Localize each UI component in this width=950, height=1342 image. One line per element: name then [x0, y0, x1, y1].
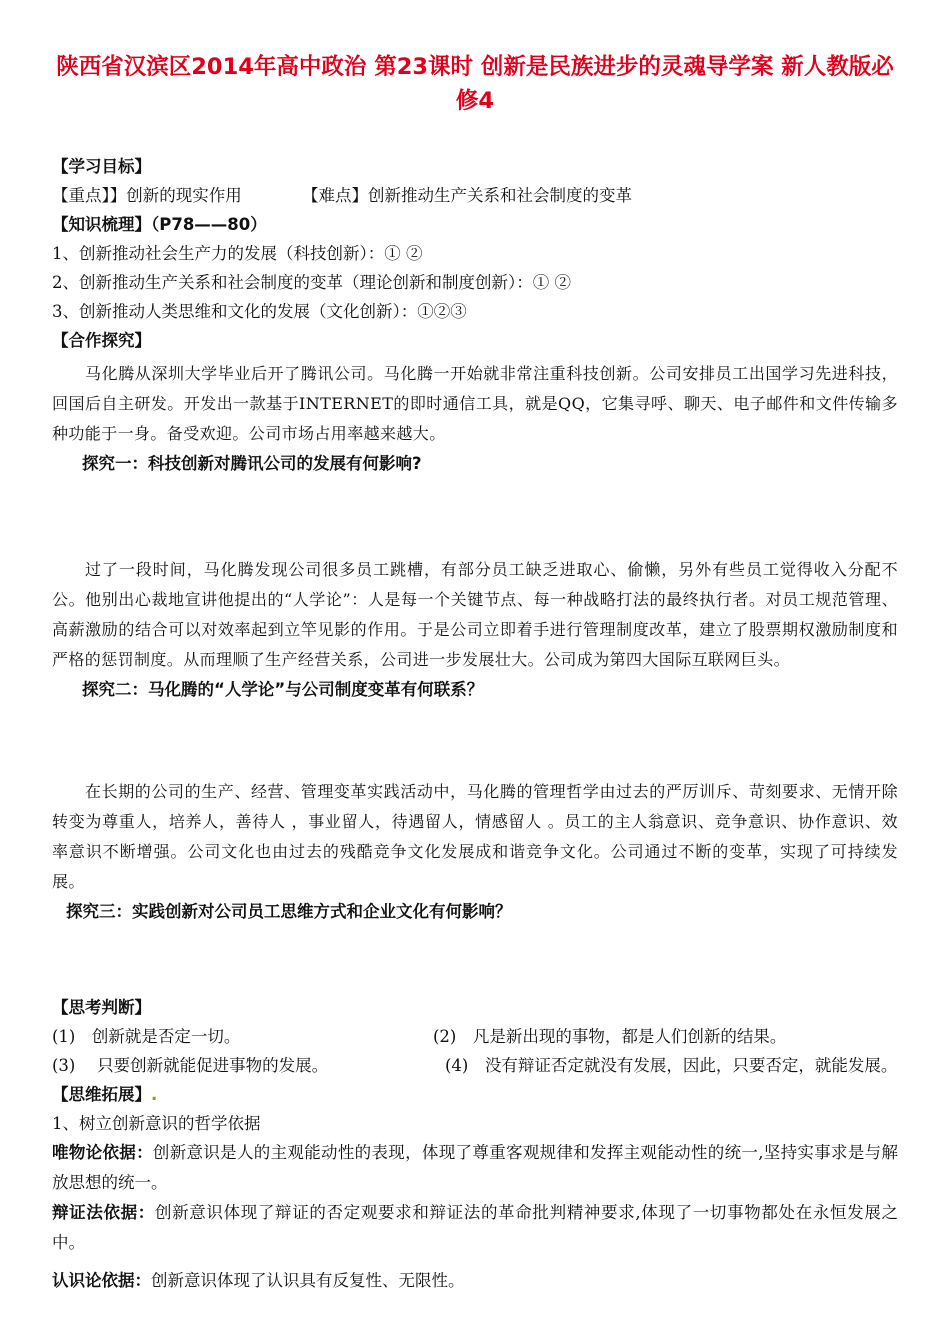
epistemology-label: 认识论依据：	[52, 1271, 151, 1290]
extension-mark: .	[151, 1085, 158, 1104]
extension-item-1: 1、树立创新意识的哲学依据	[52, 1114, 261, 1133]
goals-heading: 【学习目标】	[52, 157, 151, 176]
extension-heading	[52, 1080, 898, 1109]
knowledge-item-2: 2、创新推动生产关系和社会制度的变革（理论创新和制度创新）：① ②	[52, 273, 571, 292]
judge-heading: 【思考判断】	[52, 998, 151, 1017]
materialism-basis	[52, 1138, 898, 1198]
inquiry-question-1: 探究一：科技创新对腾讯公司的发展有何影响?	[82, 454, 422, 473]
inquiry-question-3: 探究三：实践创新对公司员工思维方式和企业文化有何影响？	[66, 902, 512, 921]
answer-space-3	[52, 927, 898, 993]
dialectics-text: 创新意识体现了辩证的否定观要求和辩证法的革命批判精神要求,体现了一切事物都处在永恒发展之中。	[52, 1203, 898, 1252]
judge-item-1: (1) 创新就是否定一切。	[52, 1027, 241, 1046]
goals-row	[52, 181, 898, 210]
materialism-label: 唯物论依据：	[52, 1143, 153, 1162]
judge-item-3: (3) 只要创新就能促进事物的发展。	[52, 1056, 329, 1075]
judge-item-4: (4) 没有辩证否定就没有发展，因此，只要否定，就能发展。	[445, 1056, 898, 1075]
knowledge-item-3: 3、创新推动人类思维和文化的发展（文化创新）：①②③	[52, 302, 467, 321]
difficulty-point: 【难点】创新推动生产关系和社会制度的变革	[302, 186, 632, 205]
document-title: 陕西省汉滨区2014年高中政治 第23课时 创新是民族进步的灵魂导学案 新人教版必修4	[56, 54, 894, 114]
extension-heading-text: 【思维拓展】	[52, 1085, 151, 1104]
coop-paragraph-2: 过了一段时间，马化腾发现公司很多员工跳槽，有部分员工缺乏进取心、偷懒，另外有些员工觉得收入分配不公。他别出心裁地宣讲他提出的“人学论”：人是每一个关键节点、每一种战略打法的最终执行者。对员工规范管理、高薪激励的结合可以对效率起到立竿见影的作用。于是公司立即着手进行管理制度改革，建立了股票期权激励制度和严格的惩罚制度。从而理顺了生产经营关系，公司进一步发展壮大。公司成为第四大国际互联网巨头。	[52, 560, 898, 669]
answer-space-1	[52, 479, 898, 555]
materialism-text: 创新意识是人的主观能动性的表现，体现了尊重客观规律和发挥主观能动性的统一,坚持实事求是与解放思想的统一。	[52, 1143, 898, 1192]
focus-point: 【重点】】创新的现实作用	[52, 186, 242, 205]
dialectics-basis	[52, 1198, 898, 1258]
knowledge-heading: 【知识梳理】（P78——80）	[52, 215, 267, 234]
epistemology-text: 创新意识体现了认识具有反复性、无限性。	[151, 1271, 465, 1290]
epistemology-basis	[52, 1266, 898, 1296]
inquiry-question-2: 探究二：马化腾的“人学论”与公司制度变革有何联系？	[82, 680, 484, 699]
coop-paragraph-3: 在长期的公司的生产、经营、管理变革实践活动中，马化腾的管理哲学由过去的严厉训斥、苛刻要求、无情开除转变为尊重人，培养人，善待人 ，事业留人，待遇留人，情感留人 。员工的主人翁意识、竞争意识、协作意识、效率意识不断增强。公司文化也由过去的残酷竞争文化发展成和谐竞争文化。公司通过不断的变革，实现了可持续发展。	[52, 782, 898, 891]
document-page	[52, 50, 898, 1296]
dialectics-label: 辩证法依据：	[52, 1203, 155, 1222]
judge-row-2	[52, 1051, 898, 1080]
knowledge-item-1: 1、创新推动社会生产力的发展（科技创新）：① ②	[52, 244, 423, 263]
coop-paragraph-1: 马化腾从深圳大学毕业后开了腾讯公司。马化腾一开始就非常注重科技创新。公司安排员工出国学习先进科技，回国后自主研发。开发出一款基于INTERNET的即时通信工具，就是QQ，它集寻呼、聊天、电子邮件和文件传输多种功能于一身。备受欢迎。公司市场占用率越来越大。	[52, 364, 898, 443]
answer-space-2	[52, 705, 898, 777]
judge-row-1	[52, 1022, 898, 1051]
judge-item-2: (2) 凡是新出现的事物，都是人们创新的结果。	[433, 1027, 787, 1046]
coop-heading: 【合作探究】	[52, 331, 151, 350]
